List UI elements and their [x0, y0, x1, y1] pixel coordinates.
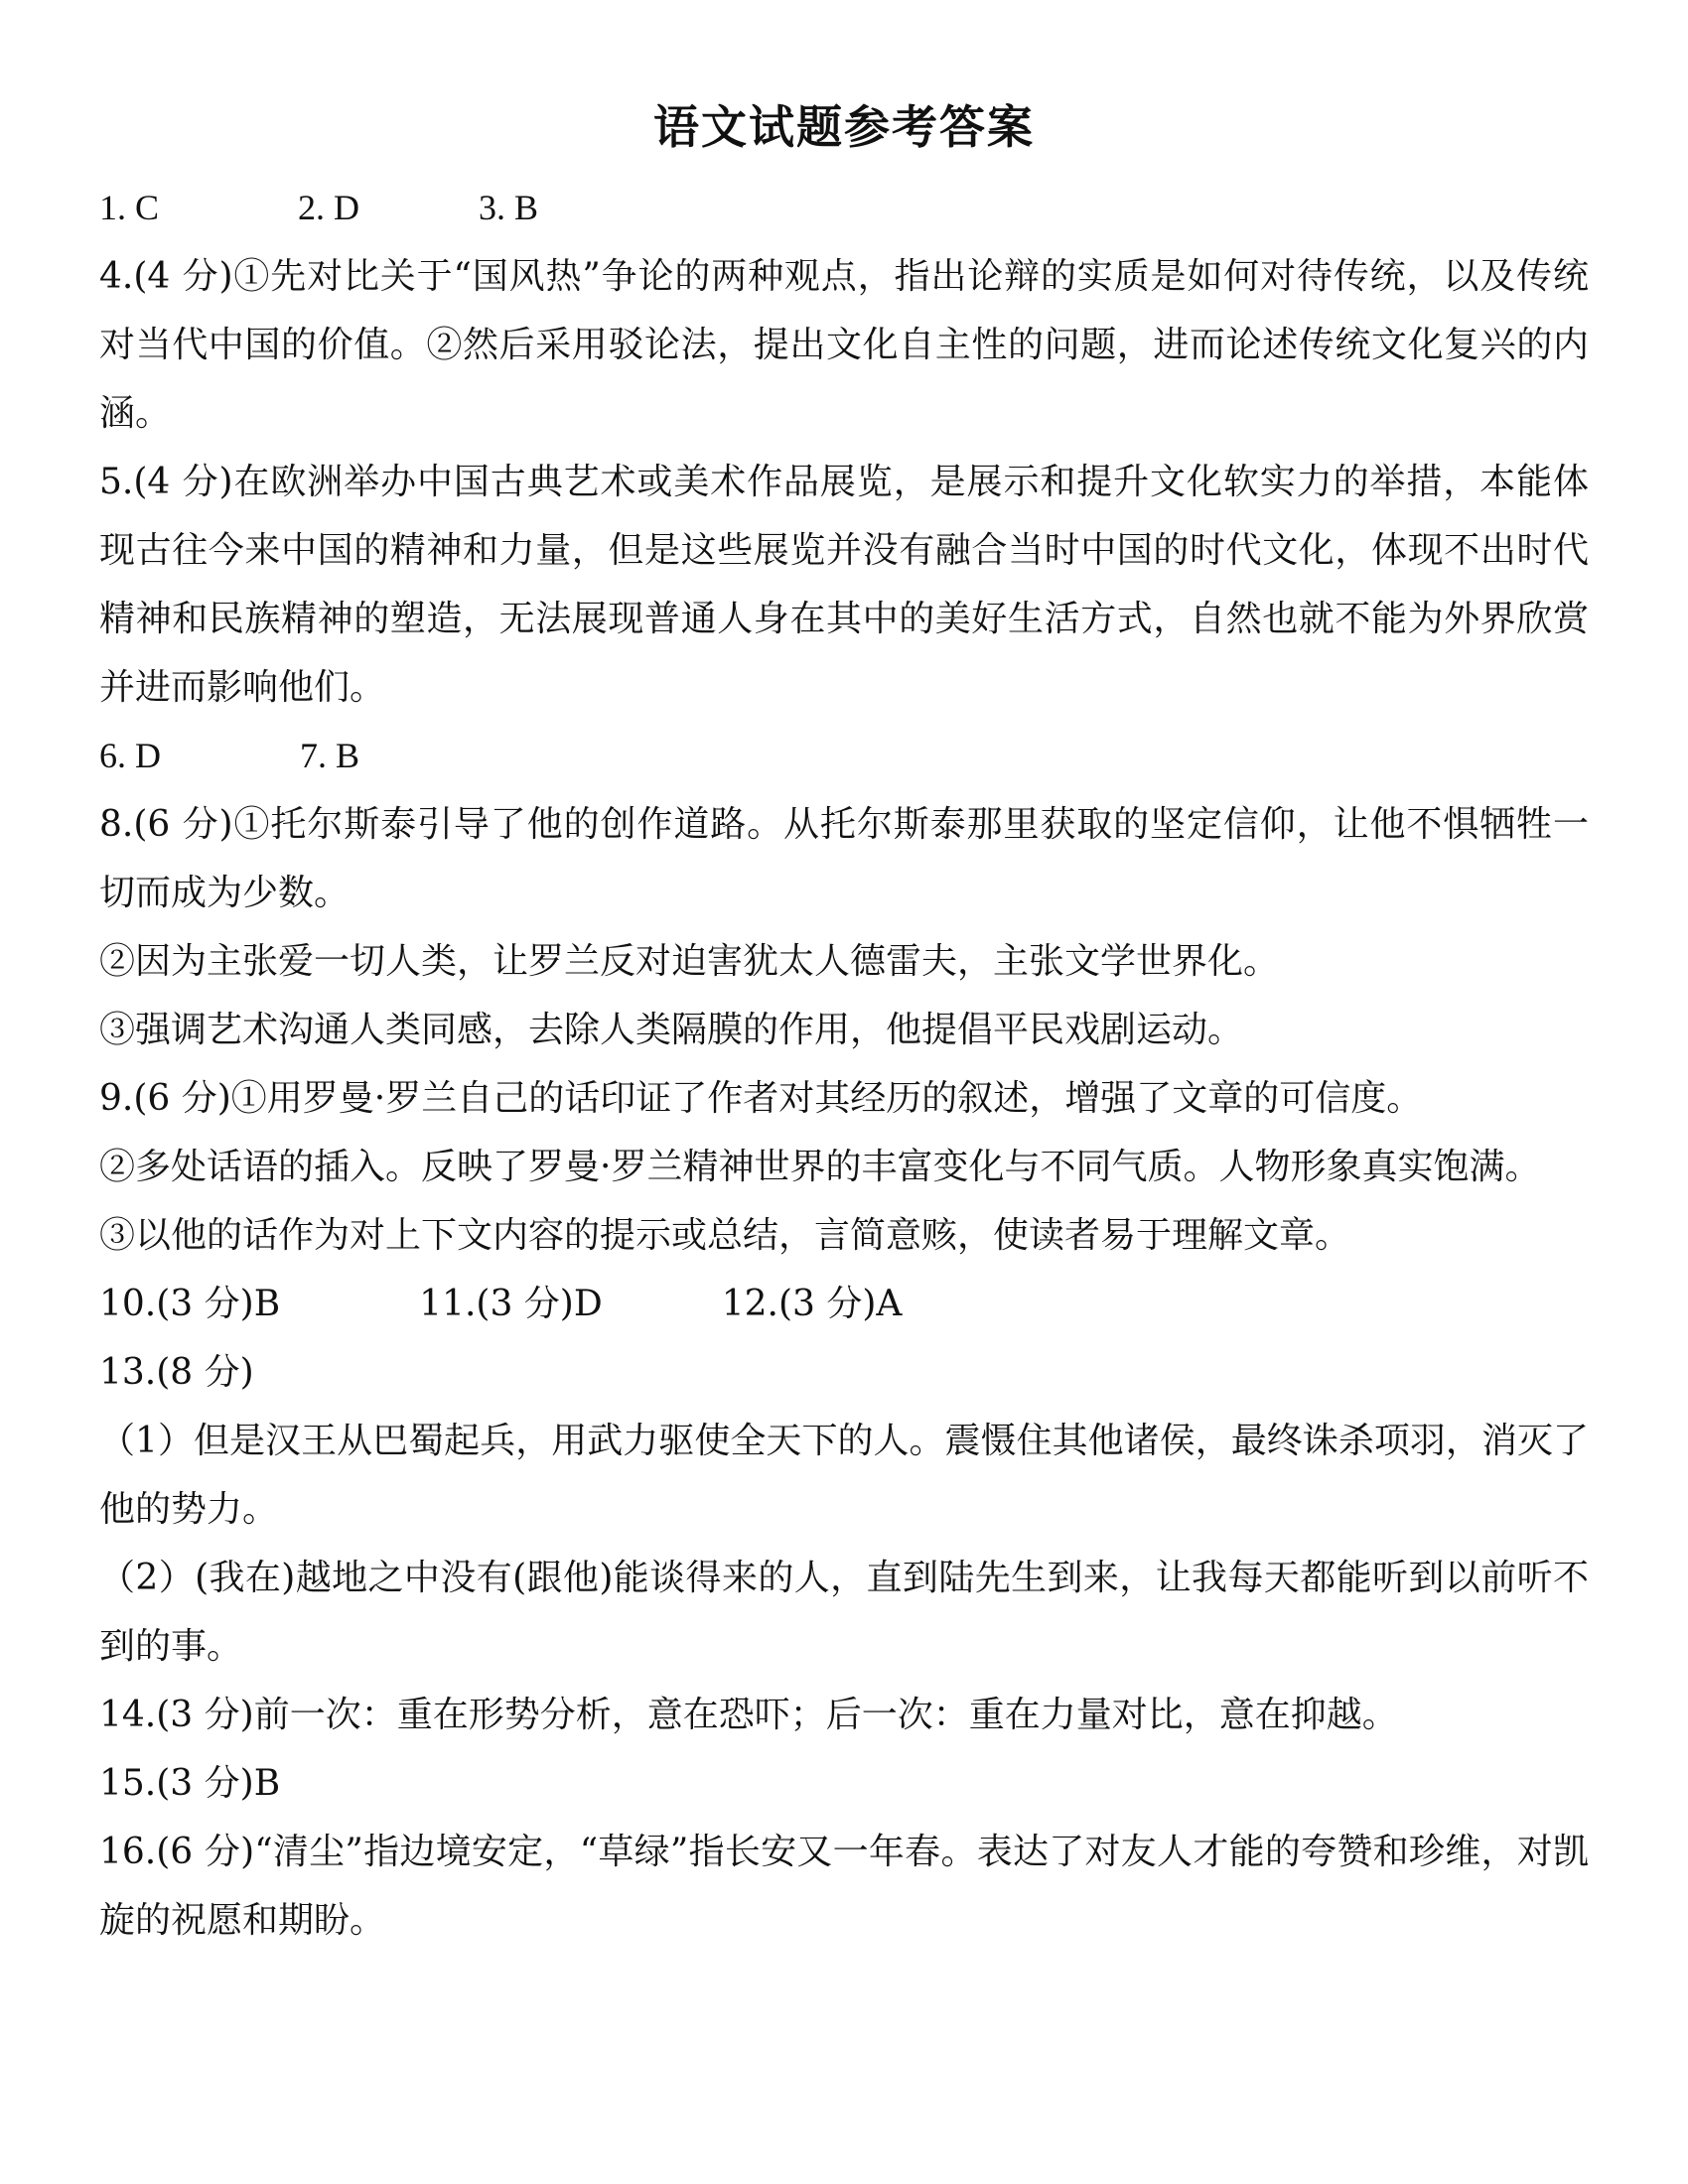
answer-row-1-3 — [99, 174, 1589, 242]
answer-9-point-1: 9.(6 分)①用罗曼·罗兰自己的话印证了作者对其经历的叙述，增强了文章的可信度。 — [99, 1078, 1423, 1119]
answer-13-part-1: （1）但是汉王从巴蜀起兵，用武力驱使全天下的人。震慑住其他诸侯，最终诛杀项羽，消灭了他的势力。 — [99, 1421, 1589, 1530]
answer-9-point-3: ③以他的话作为对上下文内容的提示或总结，言简意赅，使读者易于理解文章。 — [99, 1215, 1351, 1256]
answer-11: 11.(3 分)D — [419, 1284, 603, 1324]
answer-row-10-12 — [99, 1270, 1589, 1338]
answer-13-part-2: （2）(我在)越地之中没有(跟他)能谈得来的人，直到陆先生到来，让我每天都能听到以前听不到的事。 — [99, 1558, 1589, 1667]
answer-6: 6. D — [99, 736, 161, 775]
answer-14: 14.(3 分)前一次：重在形势分析，意在恐吓；后一次：重在力量对比，意在抑越。 — [99, 1695, 1398, 1735]
answer-3: 3. B — [479, 188, 539, 227]
answer-7: 7. B — [300, 736, 360, 775]
answer-15: 15.(3 分)B — [99, 1763, 281, 1804]
answer-16: 16.(6 分)“清尘”指边境安定，“草绿”指长安又一年春。表达了对友人才能的夸赞和珍维，对凯旋的祝愿和期盼。 — [99, 1832, 1589, 1941]
answer-9-point-2: ②多处话语的插入。反映了罗曼·罗兰精神世界的丰富变化与不同气质。人物形象真实饱满。 — [99, 1147, 1541, 1187]
page-title: 语文试题参考答案 — [653, 100, 1035, 154]
answer-1: 1. C — [99, 188, 160, 227]
answer-10: 10.(3 分)B — [99, 1284, 281, 1324]
answer-12: 12.(3 分)A — [721, 1284, 903, 1324]
answer-sheet — [99, 94, 1589, 1955]
answer-row-6-7 — [99, 722, 1589, 790]
answer-13-heading: 13.(8 分) — [99, 1352, 254, 1393]
answer-4: 4.(4 分)①先对比关于“国风热”争论的两种观点，指出论辩的实质是如何对待传统，以及传统对当代中国的价值。②然后采用驳论法，提出文化自主性的问题，进而论述传统文化复兴的内涵。 — [99, 256, 1589, 434]
answer-8-point-1: 8.(6 分)①托尔斯泰引导了他的创作道路。从托尔斯泰那里获取的坚定信仰，让他不惧牺牲一切而成为少数。 — [99, 804, 1589, 913]
answer-2: 2. D — [298, 188, 360, 227]
answer-5: 5.(4 分)在欧洲举办中国古典艺术或美术作品展览，是展示和提升文化软实力的举措，本能体现古往今来中国的精神和力量，但是这些展览并没有融合当时中国的时代文化，体现不出时代精神和民族精神的塑造，无法展现普通人身在其中的美好生活方式，自然也就不能为外界欣赏并进而影响他们。 — [99, 462, 1589, 708]
answer-8-point-3: ③强调艺术沟通人类同感，去除人类隔膜的作用，他提倡平民戏剧运动。 — [99, 1010, 1244, 1050]
answer-8-point-2: ②因为主张爱一切人类，让罗兰反对迫害犹太人德雷夫，主张文学世界化。 — [99, 941, 1280, 982]
